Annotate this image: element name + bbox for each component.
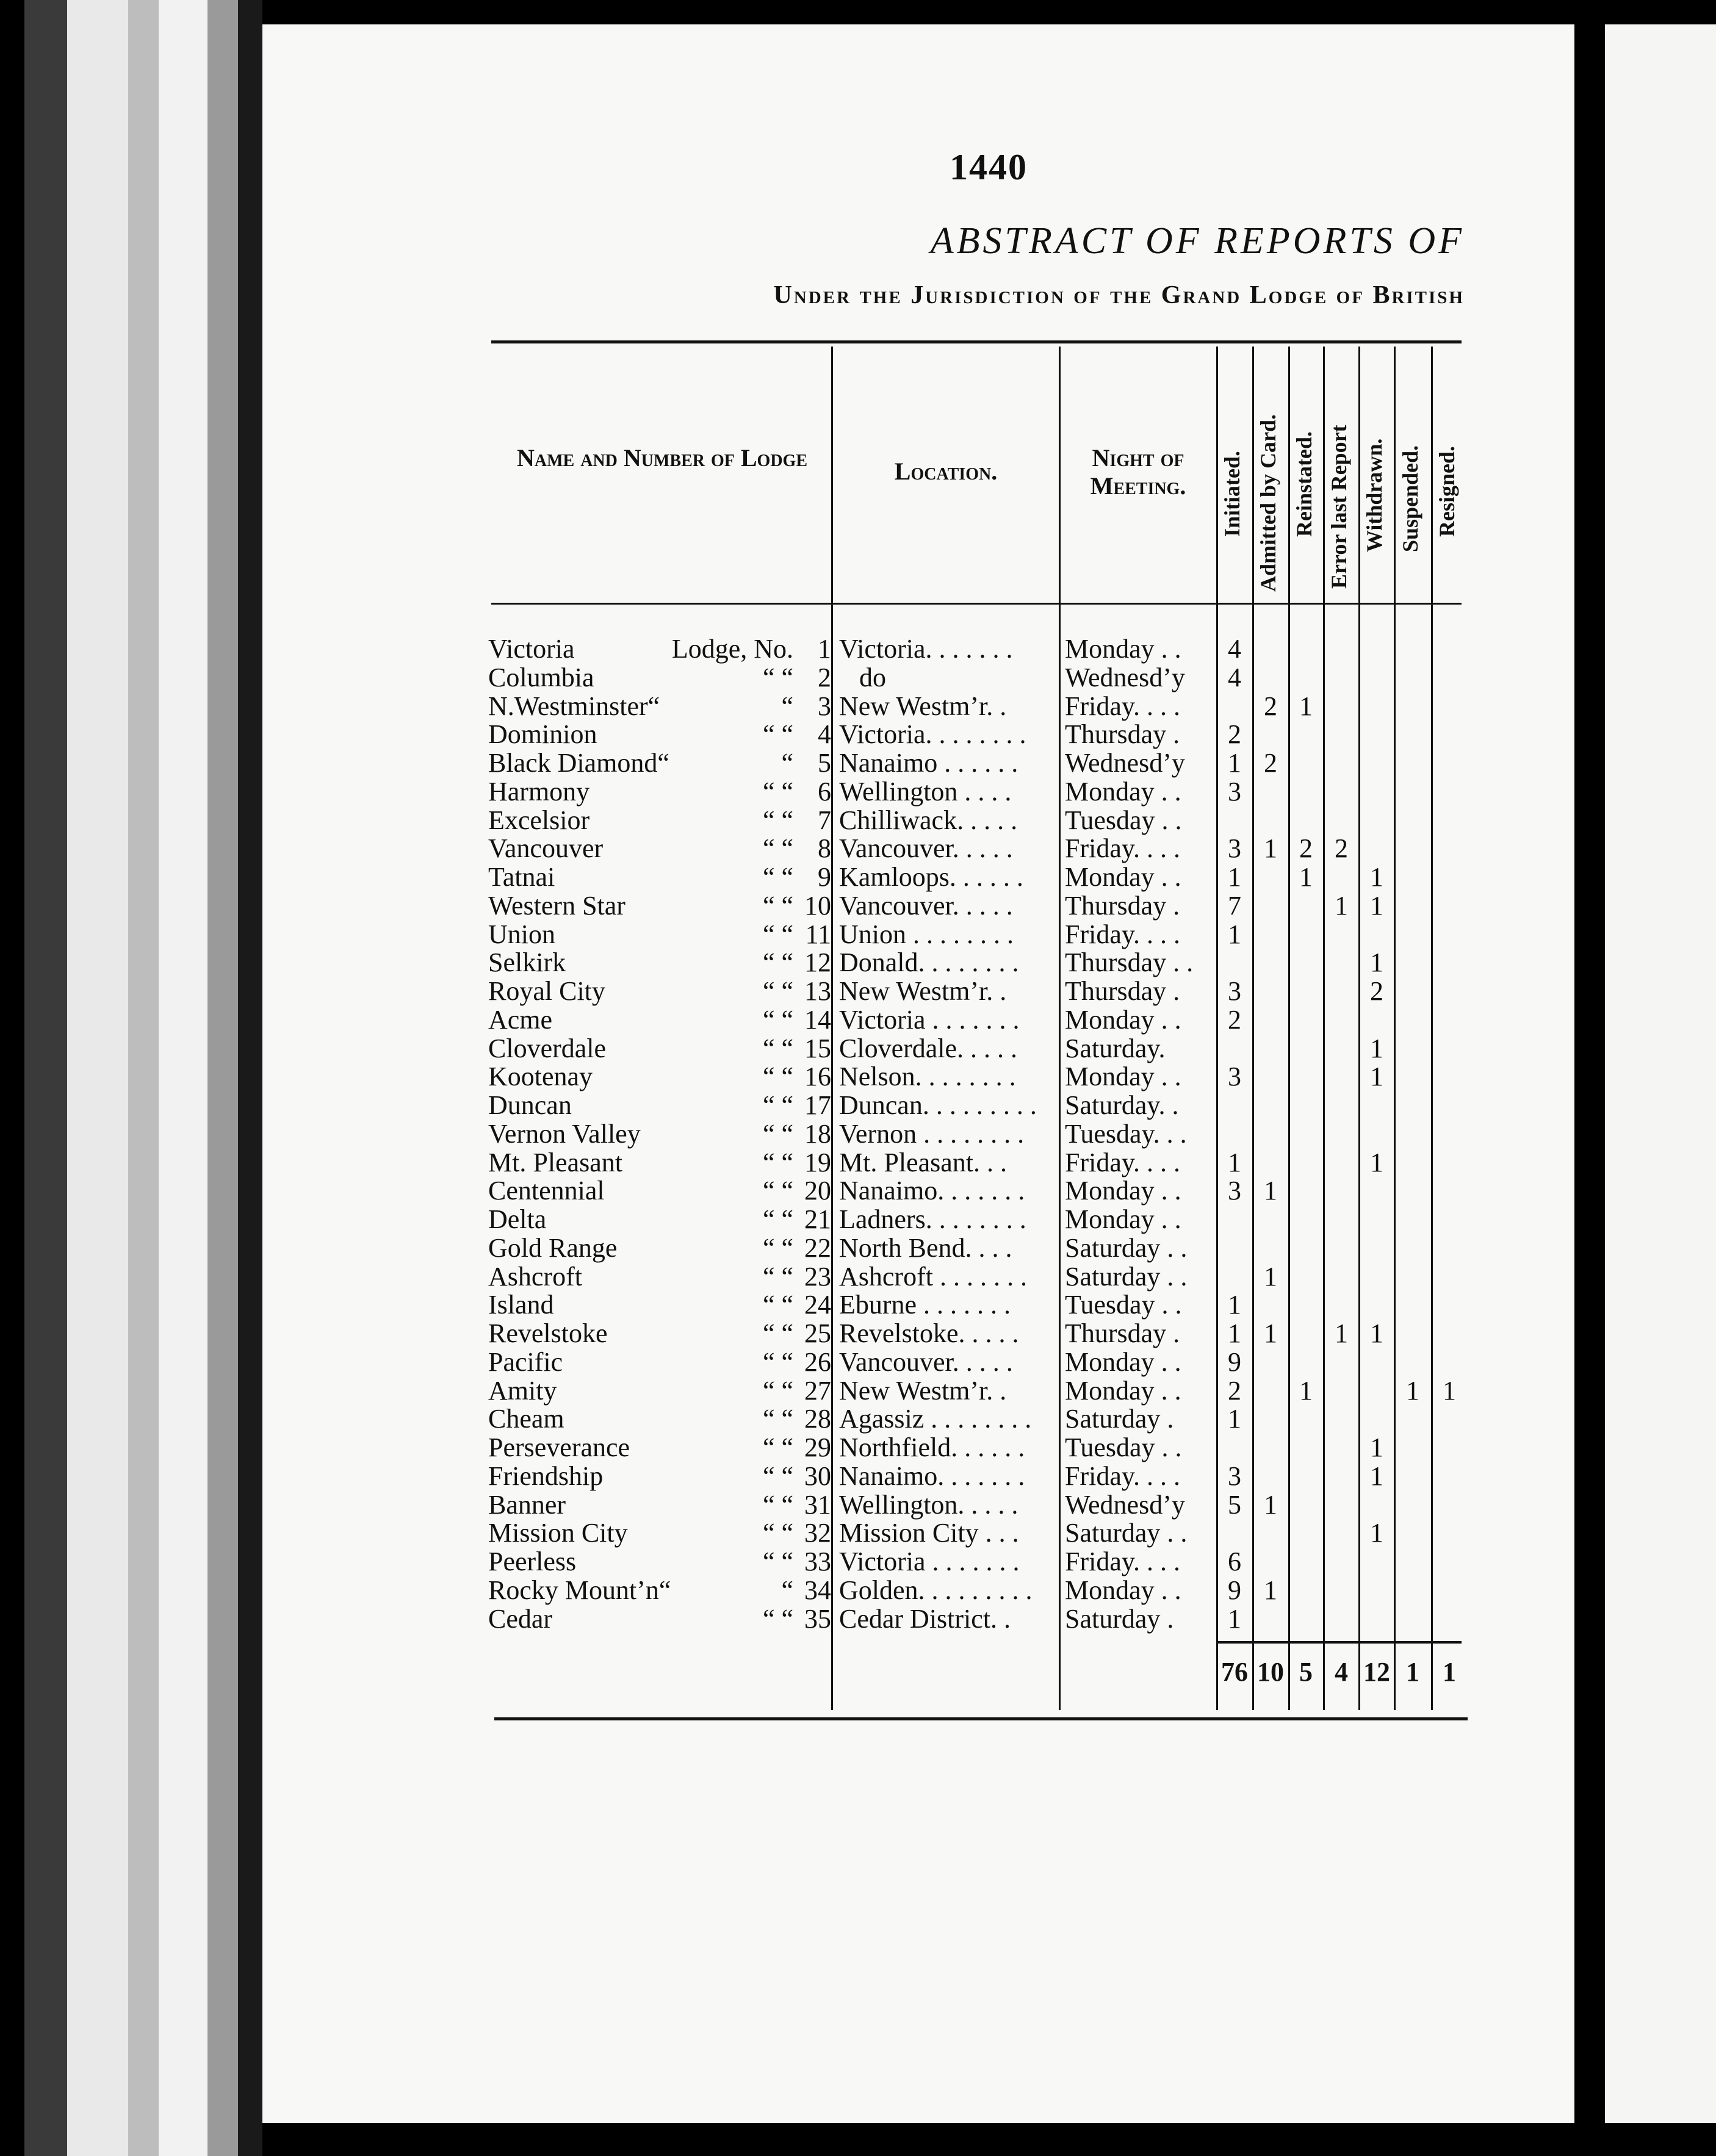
lodge-location: Wellington. . . . . (839, 1489, 1018, 1520)
lodge-location: Victoria. . . . . . . (839, 634, 1013, 664)
lodge-label: “ “ (762, 1318, 793, 1348)
count-withdrawn: 1 (1370, 1033, 1383, 1063)
total-suspended: 1 (1406, 1657, 1419, 1687)
table-row (0, 634, 1716, 663)
lodge-number: 2 (818, 662, 831, 692)
lodge-label: “ “ (762, 1176, 793, 1206)
lodge-number: 31 (804, 1489, 831, 1520)
lodge-location: Victoria . . . . . . . (839, 1547, 1020, 1576)
total-initiated: 76 (1221, 1657, 1248, 1687)
header-name: Name and Number of Lodge (517, 444, 807, 472)
lodge-location: Victoria . . . . . . . (839, 1004, 1020, 1035)
count-initiated: 3 (1228, 1062, 1241, 1092)
count-reinstated: 1 (1299, 862, 1313, 892)
lodge-name: Peerless (488, 1547, 577, 1576)
lodge-label: “ “ (762, 862, 793, 892)
lodge-number: 23 (804, 1261, 831, 1292)
lodge-number: 8 (818, 833, 831, 864)
count-error: 2 (1335, 833, 1348, 864)
meeting-night: Friday. . . . (1065, 919, 1181, 949)
page-subtitle: Under the Jurisdiction of the Grand Lodge of British (773, 281, 1465, 309)
count-withdrawn: 1 (1370, 1518, 1383, 1548)
lodge-number: 1 (818, 634, 831, 664)
count-initiated: 1 (1228, 1404, 1241, 1434)
lodge-name: Delta (488, 1204, 547, 1234)
count-initiated: 2 (1228, 1375, 1241, 1406)
lodge-number: 7 (818, 805, 831, 835)
meeting-night: Wednesd’y (1065, 1489, 1185, 1520)
count-initiated: 3 (1228, 1176, 1241, 1206)
count-withdrawn: 1 (1370, 1461, 1383, 1491)
meeting-night: Tuesday . . (1065, 1432, 1182, 1462)
count-withdrawn: 1 (1370, 947, 1383, 978)
meeting-night: Thursday . (1065, 1318, 1180, 1348)
lodge-name: Columbia (488, 662, 594, 692)
lodge-label: “ “ (762, 776, 793, 807)
lodge-number: 29 (804, 1432, 831, 1462)
lodge-location: New Westm’r. . (839, 1375, 1007, 1406)
lodge-label: “ “ (762, 1375, 793, 1406)
table-row (0, 948, 1716, 977)
lodge-name: Duncan (488, 1090, 572, 1120)
count-admitted: 1 (1264, 1489, 1277, 1520)
count-admitted: 2 (1264, 748, 1277, 778)
lodge-name: Excelsior (488, 805, 590, 835)
lodge-label: “ “ (762, 833, 793, 864)
count-admitted: 1 (1264, 1176, 1277, 1206)
page-number: 1440 (950, 147, 1028, 187)
lodge-label: “ “ (762, 1432, 793, 1462)
table-row (0, 1319, 1716, 1348)
lodge-name: Friendship (488, 1461, 604, 1491)
totals-row (0, 1658, 1716, 1686)
count-withdrawn: 1 (1370, 1432, 1383, 1462)
lodge-location: Nelson. . . . . . . . (839, 1062, 1016, 1092)
lodge-name: Acme (488, 1004, 553, 1035)
table-row (0, 1176, 1716, 1205)
count-initiated: 1 (1228, 1603, 1241, 1634)
table-row (0, 1091, 1716, 1119)
count-admitted: 1 (1264, 1318, 1277, 1348)
lodge-label: “ “ (762, 1518, 793, 1548)
count-reinstated: 1 (1299, 1375, 1313, 1406)
meeting-night: Monday . . (1065, 1204, 1181, 1234)
lodge-label: “ “ (762, 947, 793, 978)
lodge-name: Perseverance (488, 1432, 630, 1462)
lodge-location: Donald. . . . . . . . (839, 947, 1019, 978)
meeting-night: Monday . . (1065, 634, 1181, 664)
table-row (0, 1433, 1716, 1462)
lodge-location: Eburne . . . . . . . (839, 1290, 1011, 1320)
lodge-name: Vernon Valley (488, 1118, 641, 1149)
lodge-number: 25 (804, 1318, 831, 1348)
count-initiated: 7 (1228, 890, 1241, 921)
meeting-night: Thursday . (1065, 719, 1180, 750)
lodge-location: Nanaimo. . . . . . . (839, 1461, 1025, 1491)
table-row (0, 777, 1716, 806)
count-initiated: 4 (1228, 634, 1241, 664)
lodge-label: “ “ (762, 1062, 793, 1092)
header-night: Night of Meeting. (1090, 444, 1186, 500)
header-admitted: Admitted by Card. (1256, 414, 1280, 592)
meeting-night: Saturday . . (1065, 1518, 1188, 1548)
table-row (0, 1148, 1716, 1177)
lodge-name: Victoria (488, 634, 575, 664)
count-withdrawn: 1 (1370, 1062, 1383, 1092)
lodge-number: 10 (804, 890, 831, 921)
meeting-night: Tuesday. . . (1065, 1118, 1187, 1149)
count-initiated: 9 (1228, 1575, 1241, 1605)
meeting-night: Wednesd’y (1065, 662, 1185, 692)
total-resigned: 1 (1443, 1657, 1456, 1687)
count-initiated: 3 (1228, 1461, 1241, 1491)
header-bottom-rule (491, 603, 1462, 605)
lodge-label: “ “ (762, 1204, 793, 1234)
table-row (0, 1547, 1716, 1576)
lodge-label: “ “ (762, 1346, 793, 1377)
lodge-name: Western Star (488, 890, 625, 921)
table-row (0, 1005, 1716, 1034)
lodge-location: Vancouver. . . . . (839, 890, 1013, 921)
lodge-number: 12 (804, 947, 831, 978)
table-row (0, 1348, 1716, 1376)
lodge-number: 24 (804, 1290, 831, 1320)
count-reinstated: 2 (1299, 833, 1313, 864)
meeting-night: Monday . . (1065, 1176, 1181, 1206)
count-withdrawn: 2 (1370, 976, 1383, 1006)
count-error: 1 (1335, 1318, 1348, 1348)
lodge-number: 19 (804, 1147, 831, 1177)
count-initiated: 1 (1228, 919, 1241, 949)
table-row (0, 1034, 1716, 1063)
count-error: 1 (1335, 890, 1348, 921)
lodge-location: Golden. . . . . . . . . (839, 1575, 1033, 1605)
meeting-night: Saturday. . (1065, 1090, 1179, 1120)
lodge-number: 20 (804, 1176, 831, 1206)
lodge-name: Dominion (488, 719, 597, 750)
table-row (0, 1462, 1716, 1490)
table-bottom-rule (494, 1717, 1468, 1720)
count-admitted: 2 (1264, 691, 1277, 721)
lodge-number: 35 (804, 1603, 831, 1634)
totals-rule (1217, 1641, 1462, 1644)
total-error: 4 (1335, 1657, 1348, 1687)
count-initiated: 1 (1228, 748, 1241, 778)
lodge-number: 6 (818, 776, 831, 807)
lodge-number: 11 (805, 919, 831, 949)
lodge-label: “ “ (762, 976, 793, 1006)
meeting-night: Saturday . . (1065, 1232, 1188, 1263)
count-withdrawn: 1 (1370, 1318, 1383, 1348)
meeting-night: Monday . . (1065, 776, 1181, 807)
lodge-name: Rocky Mount’n“ (488, 1575, 671, 1605)
count-reinstated: 1 (1299, 691, 1313, 721)
lodge-number: 14 (804, 1004, 831, 1035)
total-withdrawn: 12 (1363, 1657, 1390, 1687)
lodge-number: 5 (818, 748, 831, 778)
lodge-name: Pacific (488, 1346, 563, 1377)
lodge-number: 17 (804, 1090, 831, 1120)
lodge-location: Cloverdale. . . . . (839, 1033, 1018, 1063)
header-location: Location. (894, 458, 998, 485)
lodge-name: Harmony (488, 776, 590, 807)
count-initiated: 2 (1228, 1004, 1241, 1035)
lodge-location: Mission City . . . (839, 1518, 1019, 1548)
lodge-label: “ “ (762, 805, 793, 835)
lodge-location: Victoria. . . . . . . . (839, 719, 1026, 750)
meeting-night: Thursday . . (1065, 947, 1194, 978)
lodge-location: Vancouver. . . . . (839, 833, 1013, 864)
count-initiated: 9 (1228, 1346, 1241, 1377)
count-admitted: 1 (1264, 1261, 1277, 1292)
lodge-location: Cedar District. . (839, 1603, 1011, 1634)
lodge-number: 30 (804, 1461, 831, 1491)
count-admitted: 1 (1264, 1575, 1277, 1605)
lodge-name: Vancouver (488, 833, 604, 864)
count-withdrawn: 1 (1370, 890, 1383, 921)
total-admitted: 10 (1257, 1657, 1284, 1687)
lodge-location: Ashcroft . . . . . . . (839, 1261, 1027, 1292)
table-row (0, 1376, 1716, 1405)
meeting-night: Thursday . (1065, 890, 1180, 921)
meeting-night: Tuesday . . (1065, 805, 1182, 835)
lodge-location: Union . . . . . . . . (839, 919, 1014, 949)
table-top-rule (491, 340, 1462, 343)
lodge-label: “ “ (762, 1232, 793, 1263)
lodge-label: “ “ (762, 1147, 793, 1177)
lodge-label: “ “ (762, 1489, 793, 1520)
lodge-label: “ (781, 748, 793, 778)
total-reinstated: 5 (1299, 1657, 1313, 1687)
lodge-number: 9 (818, 862, 831, 892)
meeting-night: Monday . . (1065, 1062, 1181, 1092)
meeting-night: Monday . . (1065, 1346, 1181, 1377)
lodge-number: 3 (818, 691, 831, 721)
meeting-night: Thursday . (1065, 976, 1180, 1006)
count-initiated: 2 (1228, 719, 1241, 750)
table-row (0, 1518, 1716, 1547)
table-row (0, 720, 1716, 749)
lodge-number: 26 (804, 1346, 831, 1377)
lodge-label: “ “ (762, 1461, 793, 1491)
lodge-label: “ “ (762, 1004, 793, 1035)
lodge-name: Tatnai (488, 862, 555, 892)
lodge-name: Amity (488, 1375, 557, 1406)
lodge-name: Banner (488, 1489, 566, 1520)
meeting-night: Friday. . . . (1065, 1461, 1181, 1491)
page-title: ABSTRACT OF REPORTS OF (930, 220, 1465, 262)
lodge-name: Mission City (488, 1518, 628, 1548)
meeting-night: Monday . . (1065, 862, 1181, 892)
lodge-name: N.Westminster“ (488, 691, 660, 721)
lodge-label: “ (781, 691, 793, 721)
header-reinstated: Reinstated. (1292, 431, 1316, 537)
lodge-name: Royal City (488, 976, 605, 1006)
lodge-location: Agassiz . . . . . . . . (839, 1404, 1032, 1434)
lodge-number: 16 (804, 1062, 831, 1092)
table-row (0, 1262, 1716, 1291)
lodge-location: Wellington . . . . (839, 776, 1012, 807)
lodge-location: Mt. Pleasant. . . (839, 1147, 1007, 1177)
lodge-location: Vancouver. . . . . (839, 1346, 1013, 1377)
meeting-night: Saturday . . (1065, 1261, 1188, 1292)
lodge-number: 27 (804, 1375, 831, 1406)
meeting-night: Tuesday . . (1065, 1290, 1182, 1320)
lodge-name: Union (488, 919, 555, 949)
lodge-number: 15 (804, 1033, 831, 1063)
meeting-night: Saturday. (1065, 1033, 1166, 1063)
header-error: Error last Report (1327, 425, 1351, 589)
lodge-label: “ “ (762, 1290, 793, 1320)
lodge-label: “ “ (762, 719, 793, 750)
meeting-night: Friday. . . . (1065, 1547, 1181, 1576)
table-row (0, 1576, 1716, 1604)
count-withdrawn: 1 (1370, 862, 1383, 892)
lodge-name: Selkirk (488, 947, 566, 978)
lodge-location: Nanaimo . . . . . . (839, 748, 1018, 778)
lodge-label: “ “ (762, 1090, 793, 1120)
lodge-number: 28 (804, 1404, 831, 1434)
count-initiated: 3 (1228, 776, 1241, 807)
lodge-location: Duncan. . . . . . . . . (839, 1090, 1037, 1120)
table-row (0, 863, 1716, 891)
lodge-name: Kootenay (488, 1062, 593, 1092)
lodge-location: Ladners. . . . . . . . (839, 1204, 1026, 1234)
lodge-location: Kamloops. . . . . . (839, 862, 1023, 892)
lodge-location: Nanaimo. . . . . . . (839, 1176, 1025, 1206)
meeting-night: Friday. . . . (1065, 1147, 1181, 1177)
table-row (0, 692, 1716, 720)
count-resigned: 1 (1443, 1375, 1456, 1406)
table-row (0, 1062, 1716, 1091)
table-row (0, 1604, 1716, 1633)
lodge-number: 34 (804, 1575, 831, 1605)
lodge-label: “ “ (762, 890, 793, 921)
count-initiated: 4 (1228, 662, 1241, 692)
lodge-label: “ “ (762, 1261, 793, 1292)
meeting-night: Friday. . . . (1065, 691, 1181, 721)
meeting-night: Monday . . (1065, 1575, 1181, 1605)
table-row (0, 1290, 1716, 1319)
meeting-night: Saturday . (1065, 1603, 1174, 1634)
meeting-night: Wednesd’y (1065, 748, 1185, 778)
table-row (0, 1490, 1716, 1519)
lodge-label: “ “ (762, 1603, 793, 1634)
lodge-number: 22 (804, 1232, 831, 1263)
count-initiated: 3 (1228, 833, 1241, 864)
table-row (0, 920, 1716, 949)
table-row (0, 891, 1716, 920)
table-row (0, 663, 1716, 692)
lodge-location: North Bend. . . . (839, 1232, 1012, 1263)
meeting-night: Monday . . (1065, 1004, 1181, 1035)
lodge-location: do (839, 662, 886, 692)
lodge-label: “ “ (762, 1118, 793, 1149)
lodge-label: “ “ (762, 662, 793, 692)
lodge-number: 21 (804, 1204, 831, 1234)
lodge-label: “ “ (762, 1547, 793, 1576)
table-row (0, 1205, 1716, 1234)
lodge-location: New Westm’r. . (839, 691, 1007, 721)
lodge-name: Centennial (488, 1176, 605, 1206)
lodge-label: Lodge, No. (671, 634, 793, 664)
lodge-name: Island (488, 1290, 554, 1320)
lodge-location: Vernon . . . . . . . . (839, 1118, 1025, 1149)
lodge-name: Mt. Pleasant (488, 1147, 622, 1177)
count-initiated: 3 (1228, 976, 1241, 1006)
meeting-night: Friday. . . . (1065, 833, 1181, 864)
lodge-name: Cedar (488, 1603, 553, 1634)
table-row (0, 1234, 1716, 1262)
lodge-label: “ “ (762, 919, 793, 949)
header-withdrawn: Withdrawn. (1362, 438, 1386, 552)
lodge-name: Gold Range (488, 1232, 618, 1263)
lodge-number: 32 (804, 1518, 831, 1548)
lodge-location: Northfield. . . . . . (839, 1432, 1025, 1462)
table-row (0, 1119, 1716, 1148)
lodge-label: “ “ (762, 1404, 793, 1434)
count-admitted: 1 (1264, 833, 1277, 864)
lodge-location: Revelstoke. . . . . (839, 1318, 1019, 1348)
count-initiated: 6 (1228, 1547, 1241, 1576)
table-row (0, 977, 1716, 1005)
lodge-location: New Westm’r. . (839, 976, 1007, 1006)
lodge-label: “ “ (762, 1033, 793, 1063)
lodge-name: Cloverdale (488, 1033, 607, 1063)
lodge-number: 4 (818, 719, 831, 750)
lodge-name: Cheam (488, 1404, 564, 1434)
header-initiated: Initiated. (1220, 450, 1244, 537)
table-row (0, 834, 1716, 863)
lodge-label: “ (781, 1575, 793, 1605)
lodge-name: Ashcroft (488, 1261, 582, 1292)
lodge-number: 18 (804, 1118, 831, 1149)
header-resigned: Resigned. (1435, 445, 1459, 537)
meeting-night: Saturday . (1065, 1404, 1174, 1434)
count-initiated: 1 (1228, 1147, 1241, 1177)
lodge-number: 13 (804, 976, 831, 1006)
count-withdrawn: 1 (1370, 1147, 1383, 1177)
count-initiated: 5 (1228, 1489, 1241, 1520)
lodge-name: Black Diamond“ (488, 748, 669, 778)
header-suspended: Suspended. (1398, 445, 1422, 552)
table-row (0, 806, 1716, 835)
lodge-location: Chilliwack. . . . . (839, 805, 1018, 835)
count-suspended: 1 (1406, 1375, 1419, 1406)
table-row (0, 749, 1716, 777)
table-row (0, 1404, 1716, 1433)
lodge-name: Revelstoke (488, 1318, 608, 1348)
meeting-night: Monday . . (1065, 1375, 1181, 1406)
lodge-number: 33 (804, 1547, 831, 1576)
count-initiated: 1 (1228, 862, 1241, 892)
count-initiated: 1 (1228, 1318, 1241, 1348)
count-initiated: 1 (1228, 1290, 1241, 1320)
